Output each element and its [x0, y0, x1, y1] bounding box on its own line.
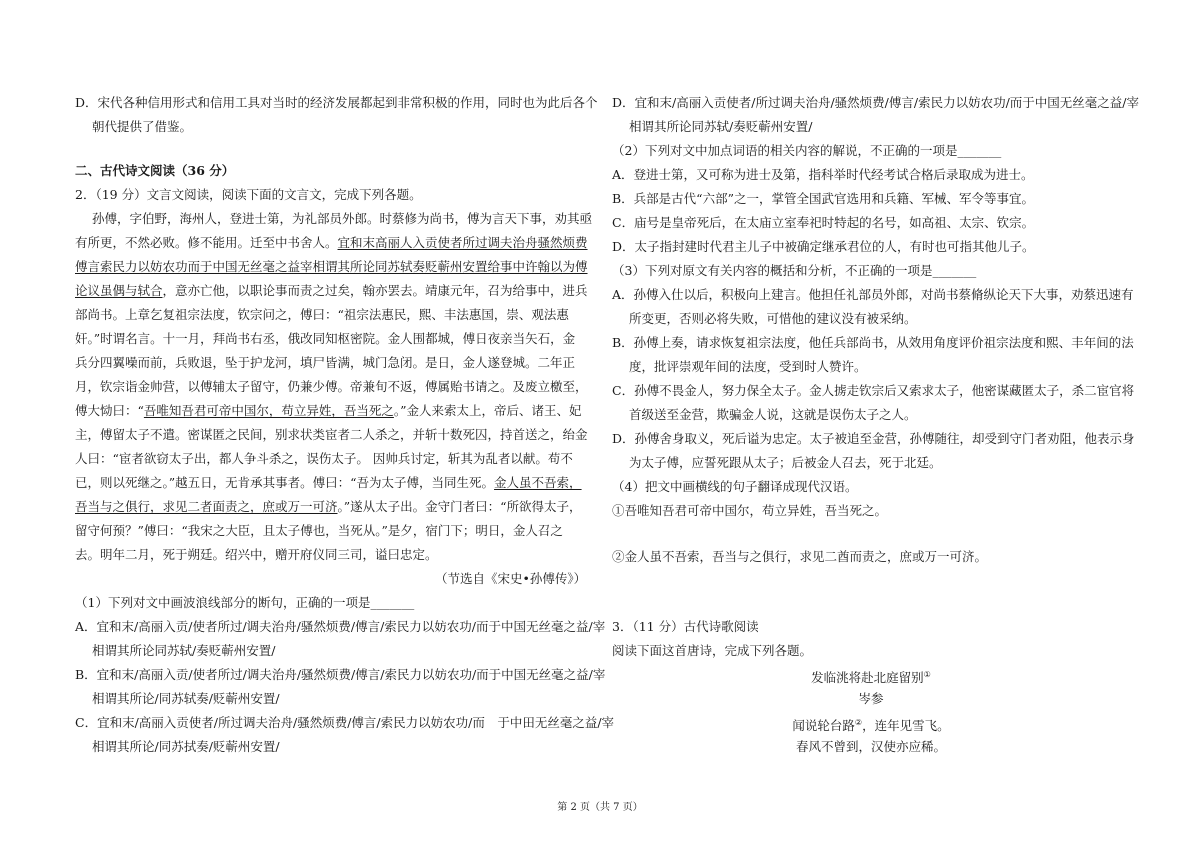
- passage-line: 奸。”时谓名言。十一月，拜尚书右丞，俄改同知枢密院。金人围都城，傅日夜亲当矢石，金: [75, 331, 576, 346]
- option-d-line2: 相谓其所论同苏轼/奏贬蕲州安置/: [629, 119, 813, 134]
- option-a-line1: A．宜和末/高丽入贡/使者所过/调夫治舟/骚然烦费/傅言/索民力以妨农功/而于中国无丝毫之益/宰: [75, 619, 606, 634]
- passage-line: 兵分四翼噪而前，兵败退，坠于护龙河，填尸皆满，城门急闭。是日，金人遂登城。二年正: [75, 355, 576, 370]
- subquestion-3-title: （3）下列对原文有关内容的概括和分析，不正确的一项是_______: [612, 263, 977, 278]
- option-d-line1: D．宋代各种信用形式和信用工具对当时的经济发展都起到非常积极的作用，同时也为此后各个: [75, 95, 598, 110]
- poem-author: 岑参: [858, 691, 884, 706]
- passage-line: 傅大恸曰：“吾唯知吾君可帝中国尔，苟立异姓，吾当死之。”金人来索太上，帝后、诸王、妃: [75, 403, 582, 418]
- underlined-sentence-1: 吾唯知吾君可帝中国尔，苟立异姓，吾当死之: [143, 403, 394, 418]
- option-d-line2: 朝代提供了借鉴。: [92, 119, 193, 134]
- translation-sentence-2: ②金人虽不吾索，吾当与之俱行，求见二酋而责之，庶或万一可济。: [612, 549, 988, 564]
- wavy-underlined-text: 论议虽偶与轼合: [75, 283, 163, 298]
- passage-line: 吾当与之俱行，求见二者面责之，庶或万一可济。”遂从太子出。金守门者曰：“所欲得太子，: [75, 499, 582, 514]
- option-c-line1: C．宜和末/高丽入贡使者/所过调夫治舟/骚然烦费/傅言/索民力以妨农功/而 于中田无丝毫之益/宰: [75, 715, 615, 730]
- option-c-line2: 首级送至金营，欺骗金人说，这就是误伤太子之人。: [629, 407, 917, 422]
- passage-line: 人曰：“宦者欲窃太子出，都人争斗杀之，误伤太子。 因帅兵讨定，斩其为乱者以献。苟不: [75, 451, 573, 466]
- subquestion-4-title: （4）把文中画横线的句子翻译成现代汉语。: [612, 479, 858, 494]
- subquestion-1-title: （1）下列对文中画波浪线部分的断句，正确的一项是_______: [75, 595, 415, 610]
- translation-sentence-1: ①吾唯知吾君可帝中国尔，苟立异姓，吾当死之。: [612, 503, 888, 518]
- passage-line: 论议虽偶与轼合，意亦亡他，以职论事而责之过矣，翰亦罢去。靖康元年，召为给事中，进兵: [75, 283, 588, 298]
- option-c-line1: C．孙傅不畏金人，努力保全太子。金人掳走钦宗后又索求太子，他密谋藏匿太子，杀二宦官将: [612, 383, 1135, 398]
- option-b-line2: 相谓其所论/同苏轼奏/贬蕲州安置/: [92, 691, 280, 706]
- option-b-line2: 度，批评崇观年间的法度，受到时人赞许。: [629, 359, 867, 374]
- question-3-intro: 阅读下面这首唐诗，完成下列各题。: [612, 643, 813, 658]
- footnote-marker: ②: [854, 718, 863, 727]
- option-a-line2: 相谓其所论同苏轼/奏贬蕲州安置/: [92, 643, 276, 658]
- subquestion-2-title: （2）下列对文中加点词语的相关内容的解说，不正确的一项是_______: [612, 143, 1002, 158]
- option-b-line1: B．孙傅上奏，请求恢复祖宗法度，他任兵部尚书，从效用角度评价祖宗法度和熙、丰年间的法: [612, 335, 1134, 350]
- option-b: B．兵部是古代“六部”之一，掌管全国武官选用和兵籍、军械、军令等事宜。: [612, 191, 1034, 206]
- option-a: A．登进士第，又可称为进士及第，指科举时代经考试合格后录取成为进士。: [612, 167, 1034, 182]
- question-2-title: 2．（19 分）文言文阅读，阅读下面的文言文，完成下列各题。: [75, 187, 422, 202]
- option-d-line2: 为太子傅，应誓死跟从太子；后被金人召去，死于北廷。: [629, 455, 942, 470]
- option-a-line1: A．孙傅入仕以后，积极向上建言。他担任礼部员外郎，对尚书蔡脩纵论天下大事，劝蔡迅速有: [612, 287, 1134, 302]
- option-c: C．庙号是皇帝死后，在太庙立室奉祀时特起的名号，如高祖、太宗、钦宗。: [612, 215, 1035, 230]
- option-c-line2: 相谓其所论/同苏拭奏/贬蕲州安置/: [92, 739, 280, 754]
- passage-line: 孙傅，字伯野，海州人，登进士第，为礼部员外郎。时蔡修为尚书，傅为言天下事，劝其亟: [92, 211, 593, 226]
- page-footer: 第 2 页（共 7 页）: [557, 802, 643, 813]
- poem-title: 发临洮将赴北庭留别①: [811, 670, 931, 686]
- poem-line-1: 闻说轮台路②，连年见雪飞。: [792, 718, 950, 734]
- passage-line: 主，傅留太子不遣。密谋匿之民间，别求状类宦者二人杀之，并斩十数死囚，持首送之，绐金: [75, 427, 588, 442]
- option-a-line2: 所变更，否则必将失败，可惜他的建议没有被采纳。: [629, 311, 917, 326]
- passage-line: 部尚书。上章乞复祖宗法度，钦宗问之，傅曰：“祖宗法惠民，熙、丰法惠国，崇、观法惠: [75, 307, 569, 322]
- footnote-marker: ①: [923, 670, 931, 679]
- passage-line: 去。明年二月，死于朔廷。绍兴中，赠开府仪同三司，谥曰忠定。: [75, 547, 438, 562]
- underlined-sentence-2: 金人虽不吾索，: [494, 475, 582, 490]
- wavy-underlined-text: 宜和末高丽人入贡使者所过调夫治舟骚然烦费: [337, 235, 588, 250]
- option-d-line1: D．孙傅舍身取义，死后谥为忠定。太子被追至金营，孙傅随往，却受到守门者劝阻，他表示身: [612, 431, 1135, 446]
- wavy-underlined-text: 傅言索民力以妨农功而于中国无丝毫之益宰相谓其所论同苏轼奏贬蕲州安置给事中许翰以为傅: [75, 259, 588, 274]
- option-d-line1: D．宜和末/高丽入贡使者/所过调夫治舟/骚然烦费/傅言/索民力以妨农功/而于中国无丝毫之益/宰: [612, 95, 1140, 110]
- passage-line: 有所更，不然必败。修不能用。迁至中书舍人。宜和末高丽人入贡使者所过调夫治舟骚然烦费: [75, 235, 588, 250]
- passage-line: 月，钦宗诣金帅营，以傅辅太子留守，仍兼少傅。帝兼旬不返，傅属贻书请之。及废立檄至，: [75, 379, 588, 394]
- option-b-line1: B．宜和末/高丽入贡/使者所过/调夫治舟/骚然烦费/傅言/索民力以妨农功/而于中国无丝毫之益/宰: [75, 667, 606, 682]
- underlined-sentence-2: 吾当与之俱行，求见二者面责之，庶或万一可济: [75, 499, 338, 514]
- question-3-title: 3．（11 分）古代诗歌阅读: [612, 619, 759, 634]
- poem-line-2: 春风不曾到，汉使亦应稀。: [795, 739, 946, 754]
- section-heading: 二、古代诗文阅读（36 分）: [75, 163, 235, 178]
- passage-source: （节选自《宋史•孙傅传》）: [435, 571, 587, 586]
- passage-line: 已，则以死继之。”越五日，无肯承其事者。傅曰：“吾为太子傅，当同生死。金人虽不吾索，: [75, 475, 582, 490]
- passage-line: 留守何预？”傅曰：“我宋之大臣，且太子傅也，当死从。”是夕，宿门下；明日，金人召之: [75, 523, 563, 538]
- option-d: D．太子指封建时代君主儿子中被确定继承君位的人，有时也可指其他儿子。: [612, 239, 1035, 254]
